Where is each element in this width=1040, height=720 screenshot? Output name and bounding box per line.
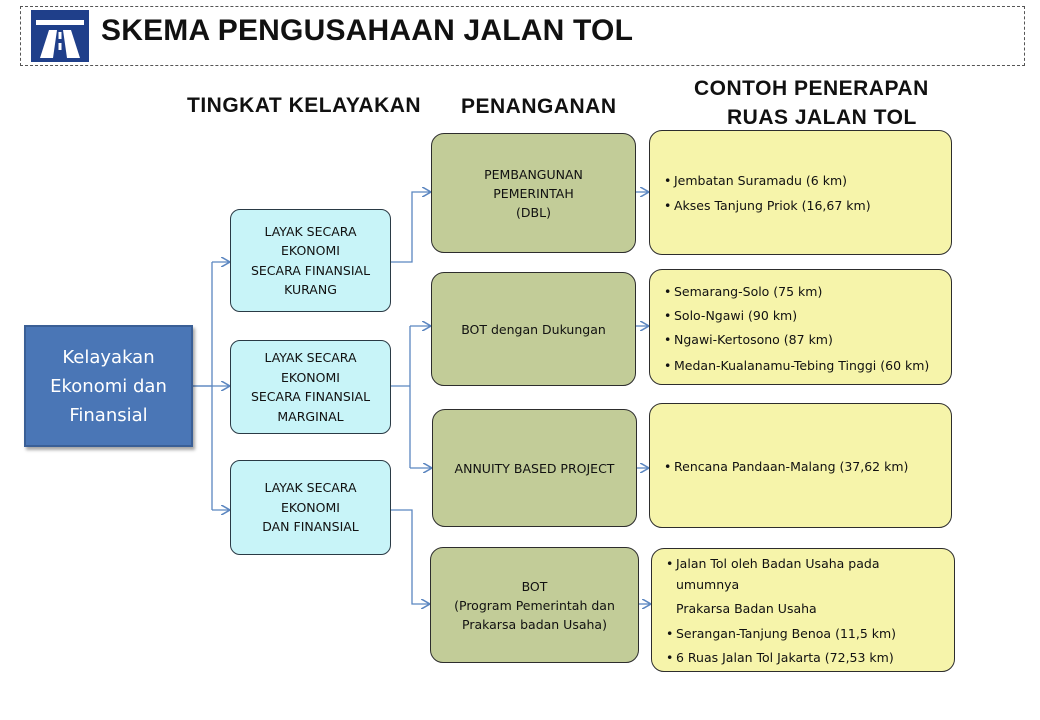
level-line: LAYAK SECARA — [264, 223, 357, 239]
level-line: MARGINAL — [277, 408, 344, 424]
example-item: • Jembatan Suramadu (6 km) — [664, 173, 848, 188]
handling-line: ANNUITY BASED PROJECT — [454, 460, 615, 476]
example-item: • Solo-Ngawi (90 km) — [664, 308, 798, 323]
examples-box-bot — [651, 548, 955, 672]
level-line: EKONOMI — [281, 243, 340, 258]
example-item: • Semarang-Solo (75 km) — [664, 284, 823, 299]
example-item-continuation: umumnya — [676, 577, 740, 592]
level-line: SECARA FINANSIAL — [250, 389, 371, 404]
level-line: EKONOMI — [281, 369, 340, 385]
level-box-layak — [230, 460, 391, 555]
handling-box-dbl — [431, 133, 636, 253]
example-item: • Serangan-Tanjung Benoa (11,5 km) — [666, 626, 897, 641]
header-handling: PENANGANAN — [461, 95, 617, 118]
header-examples-line1: CONTOH PENERAPAN — [694, 77, 929, 100]
examples-box-dbl — [649, 130, 952, 255]
page-title: SKEMA PENGUSAHAAN JALAN TOL — [101, 14, 634, 47]
header-examples-line2: RUAS JALAN TOL — [727, 106, 917, 129]
level-line: SECARA FINANSIAL — [250, 262, 371, 278]
handling-box-annuity — [432, 409, 637, 527]
handling-box-bot — [430, 547, 639, 663]
handling-line: PEMBANGUNAN — [484, 166, 583, 182]
handling-line: PEMERINTAH — [493, 185, 574, 201]
handling-line: BOT dengan Dukungan — [461, 321, 606, 337]
handling-line: (DBL) — [516, 204, 551, 220]
level-box-kurang — [230, 209, 391, 312]
root-line: Ekonomi dan — [50, 375, 167, 397]
example-item: • Ngawi-Kertosono (87 km) — [664, 332, 833, 347]
level-line: KURANG — [284, 282, 337, 297]
level-line: EKONOMI — [281, 499, 340, 515]
level-line: LAYAK SECARA — [264, 350, 357, 365]
example-item-continuation: Prakarsa Badan Usaha — [676, 601, 817, 616]
examples-box-annuity — [649, 403, 952, 528]
header-feasibility-level: TINGKAT KELAYAKAN — [187, 94, 422, 117]
example-item: • Rencana Pandaan-Malang (37,62 km) — [664, 459, 909, 474]
root-feasibility-box — [24, 325, 193, 447]
root-line: Kelayakan — [62, 346, 155, 368]
example-item: • Jalan Tol oleh Badan Usaha pada — [666, 556, 880, 571]
level-line: LAYAK SECARA — [264, 480, 357, 496]
handling-box-bot-dukungan — [431, 272, 636, 386]
examples-box-bot-dukungan — [649, 269, 952, 385]
example-item: • Medan-Kualanamu-Tebing Tinggi (60 km) — [664, 358, 930, 373]
example-item: • Akses Tanjung Priok (16,67 km) — [664, 198, 871, 213]
handling-line: BOT — [521, 578, 548, 594]
level-line: DAN FINANSIAL — [262, 519, 359, 535]
handling-line: (Program Pemerintah dan — [454, 597, 615, 613]
example-item: • 6 Ruas Jalan Tol Jakarta (72,53 km) — [666, 650, 894, 665]
level-box-marginal — [230, 340, 391, 434]
handling-line: Prakarsa badan Usaha) — [462, 616, 607, 632]
root-line: Finansial — [69, 404, 148, 426]
